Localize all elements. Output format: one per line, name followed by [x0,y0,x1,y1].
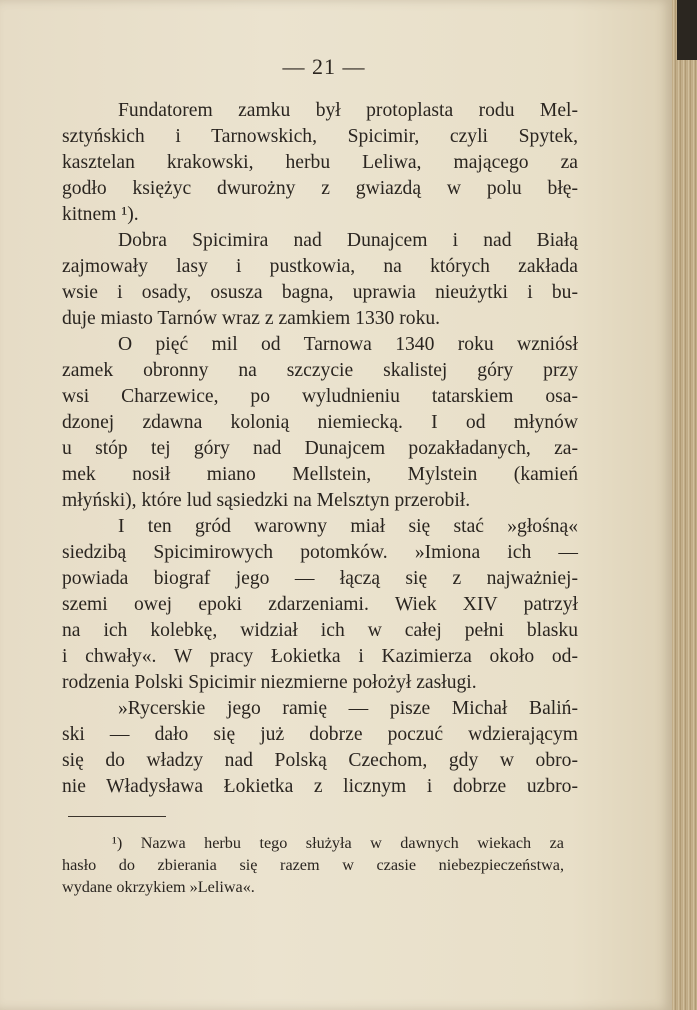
text-line: kitnem ¹). [62,204,139,225]
text-line: dzonej zdawna kolonią niemiecką. I od młynów [62,412,578,433]
text-line: rodzenia Polski Spicimir niezmierne położył zasługi. [62,672,477,693]
text-line: i chwały«. W pracy Łokietka i Kazimierza około od- [62,646,578,667]
text-line: godło księżyc dwurożny z gwiazdą w polu błę- [62,178,578,199]
text-line: duje miasto Tarnów wraz z zamkiem 1330 roku. [62,308,441,329]
text-line: szemi owej epoki zdarzeniami. Wiek XIV patrzył [62,594,578,615]
text-line: mek nosił miano Mellstein, Mylstein (kamień [62,464,578,485]
footnote-line: hasło do zbierania się razem w czasie niebezpieczeństwa, [62,856,564,874]
text-line: »Rycerskie jego ramię — pisze Michał Baliń- [118,698,578,719]
text-line: wsi Charzewice, po wyludnieniu tatarskiem osa- [62,386,578,407]
text-line: u stóp tej góry nad Dunajcem pozakładanych, za- [62,438,578,459]
text-line: O pięć mil od Tarnowa 1340 roku wzniósł [118,334,578,355]
text-line: sztyńskich i Tarnowskich, Spicimir, czyli Spytek, [62,126,578,147]
text-line: zajmowały lasy i pustkowia, na których zakłada [62,256,578,277]
text-line: na ich kolebkę, widział ich w całej pełni blasku [62,620,578,641]
page-number: — 21 — [282,54,366,79]
text-line: nie Władysława Łokietka z licznym i dobrze uzbro- [62,776,578,797]
footnote-line: wydane okrzykiem »Leliwa«. [62,878,255,896]
text-line: Dobra Spicimira nad Dunajcem i nad Białą [118,230,578,251]
footnote [62,832,564,898]
footnote-divider [68,816,166,817]
text-line: I ten gród warowny miał się stać »głośną« [118,516,578,537]
text-line: wsie i osady, osusza bagna, uprawia nieużytki i bu- [62,282,578,303]
text-line: zamek obronny na szczycie skalistej góry przy [62,360,578,381]
body-text [62,98,578,800]
binding-shadow [677,0,697,60]
text-line: ski — dało się już dobrze poczuć wdzierającym [62,724,578,745]
text-line: kasztelan krakowski, herbu Leliwa, mającego za [62,152,578,173]
text-line: powiada biograf jego — łączą się z najważniej- [62,568,578,589]
footnote-line: ¹) Nazwa herbu tego służyła w dawnych wiekach za [112,834,564,852]
page-stack-edge [672,0,697,1010]
text-line: młyński), które lud sąsiedzki na Melsztyn przerobił. [62,490,471,511]
text-line: się do władzy nad Polską Czechom, gdy w obro- [62,750,578,771]
text-line: siedzibą Spicimirowych potomków. »Imiona ich — [62,542,578,563]
text-line: Fundatorem zamku był protoplasta rodu Mel- [118,100,578,121]
